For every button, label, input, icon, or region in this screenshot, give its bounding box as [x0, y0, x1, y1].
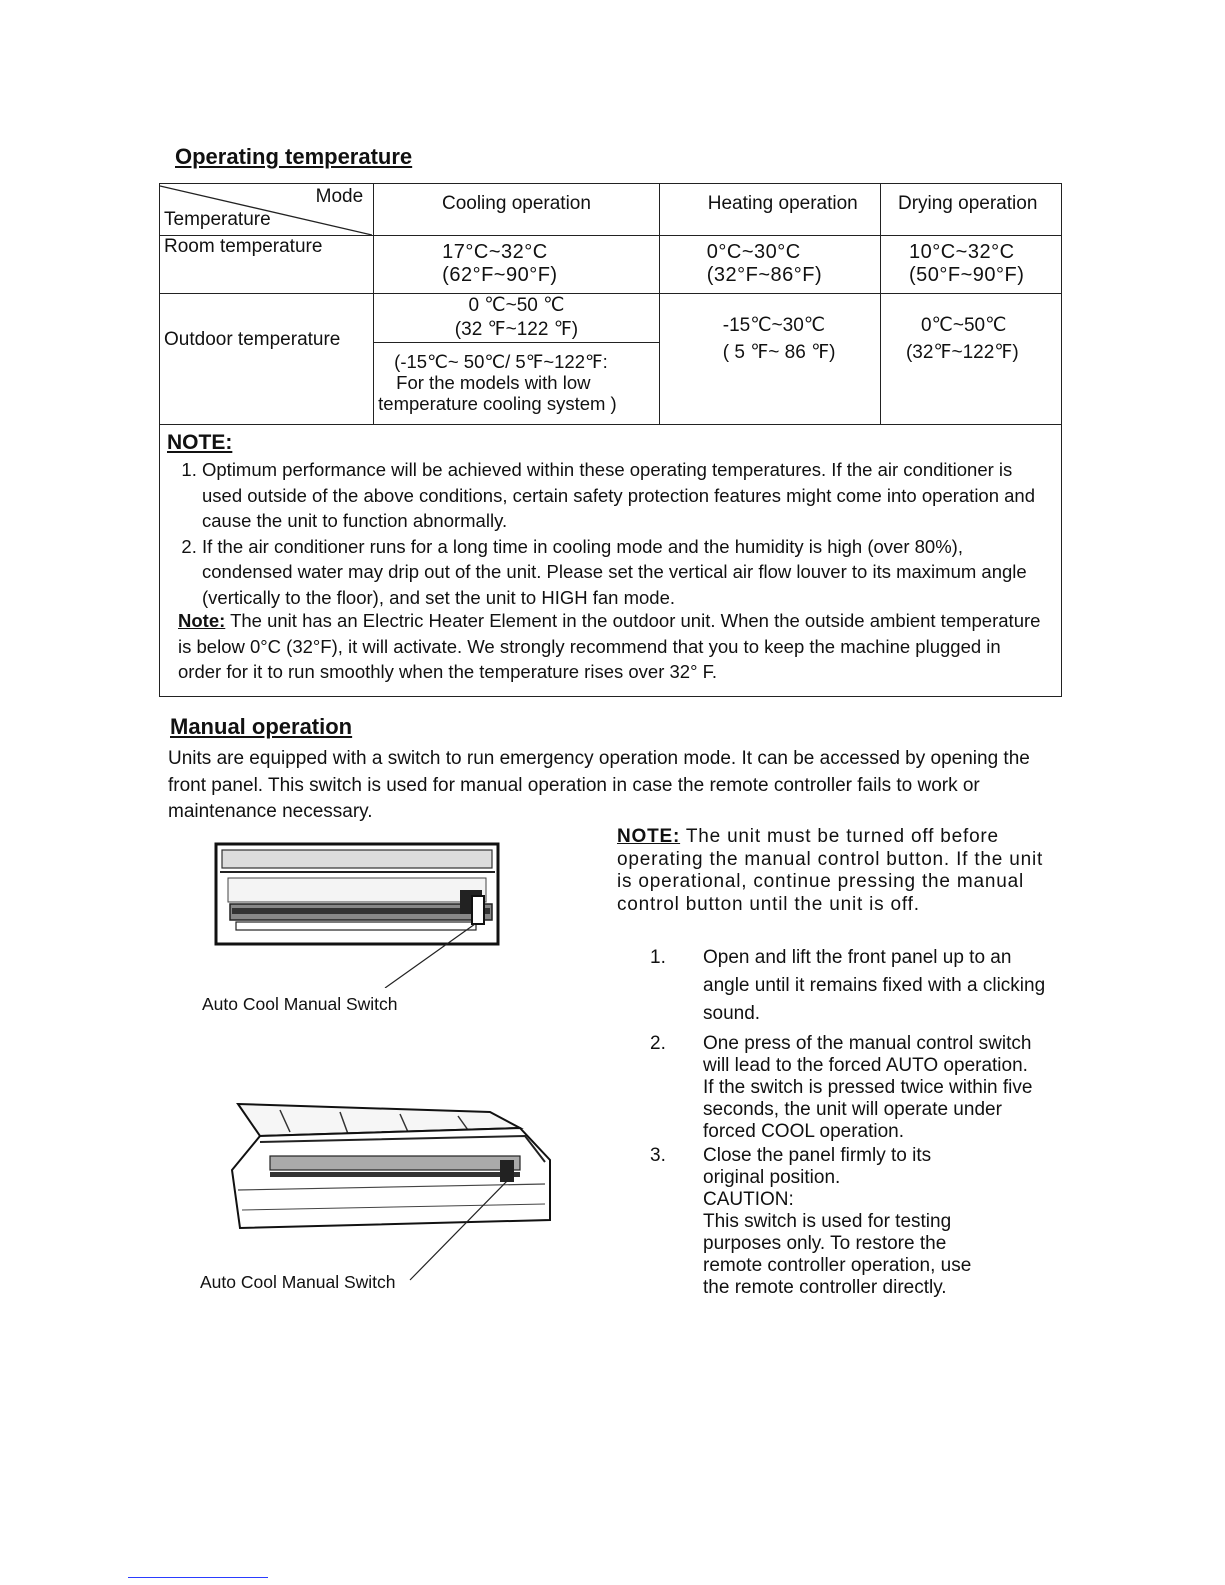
operating-temperature-title: Operating temperature	[175, 144, 413, 169]
outdoor-temperature-label: Outdoor temperature	[164, 329, 341, 350]
manual-note	[617, 826, 1057, 916]
temperature-header-label: Temperature	[164, 209, 271, 230]
note-item-1: 1. Optimum performance will be achieved within these operating temperatures. If the air conditioner is used outside of the above conditions, certain safety protection features might come into operation and cause the unit to function abnormally.	[202, 457, 1052, 534]
outdoor-cooling-c: 0 ℃~50 ℃	[468, 295, 565, 316]
step-text: Open and lift the front panel up to an angle until it remains fixed with a clicking sound.	[703, 947, 1046, 1024]
drying-header-label: Drying operation	[897, 193, 1038, 214]
outdoor-drying-cell	[880, 294, 1061, 425]
step-text: Close the panel firmly to its original position.	[703, 1145, 932, 1188]
room-temperature-label: Room temperature	[164, 236, 323, 257]
outdoor-drying-f: (32℉~122℉)	[905, 342, 1019, 363]
manual-operation-title: Manual operation	[170, 714, 353, 739]
room-temperature-label-cell	[160, 236, 374, 294]
caution-text: This switch is used for testing purposes only. To restore the remote controller operation, use the remote controller directly.	[703, 1211, 972, 1298]
low-temp-cooling-cell	[374, 343, 660, 425]
step-number: 3.	[650, 1145, 666, 1166]
indoor-unit-illustration-open	[220, 1100, 565, 1290]
outdoor-temperature-label-cell	[160, 294, 374, 425]
heating-header-label: Heating operation	[707, 193, 858, 214]
outdoor-cooling-f: (32 ℉~122 ℉)	[454, 319, 579, 340]
room-cooling-c: 17°C~32°C	[442, 241, 548, 263]
outdoor-cooling-cell	[374, 294, 660, 343]
step-number: 2.	[650, 1033, 666, 1054]
room-drying-f: (50°F~90°F)	[908, 264, 1025, 286]
heating-header-cell	[659, 184, 880, 236]
outdoor-heating-c: -15℃~30℃	[722, 315, 826, 336]
outdoor-heating-f: ( 5 ℉~ 86 ℉)	[722, 342, 836, 363]
note-list	[174, 457, 1052, 610]
caution-title: CAUTION:	[703, 1189, 794, 1210]
footer-rule	[128, 1577, 268, 1578]
room-heating-cell	[659, 236, 880, 294]
step-3	[650, 1145, 1060, 1299]
manual-note-label: NOTE:	[617, 826, 681, 847]
drying-header-cell	[880, 184, 1061, 236]
note-title: NOTE:	[167, 431, 233, 454]
manual-steps	[650, 944, 1060, 1299]
room-cooling-cell	[374, 236, 660, 294]
room-cooling-f: (62°F~90°F)	[442, 264, 558, 286]
outdoor-heating-cell	[659, 294, 880, 425]
room-drying-c: 10°C~32°C	[908, 241, 1015, 263]
step-1	[650, 944, 1060, 1028]
low-temp-line1: (-15℃~ 50℃/ 5℉~122℉:	[394, 351, 608, 372]
room-heating-c: 0°C~30°C	[706, 241, 801, 263]
step-2	[650, 1033, 1060, 1143]
note-box	[159, 425, 1062, 697]
heater-note-label: Note:	[178, 610, 226, 631]
room-drying-cell	[880, 236, 1061, 294]
cooling-header-label: Cooling operation	[441, 193, 591, 214]
room-heating-f: (32°F~86°F)	[706, 264, 823, 286]
low-temp-line2: For the models with low	[396, 372, 591, 393]
operating-temperature-table	[159, 183, 1062, 425]
cooling-header-cell	[374, 184, 660, 236]
heater-note	[178, 608, 1048, 685]
manual-note-text: The unit must be turned off before operating the manual control button. If the unit is operational, continue pressing the manual control button until the unit is off.	[617, 826, 1044, 915]
step-number: 1.	[650, 947, 666, 968]
outdoor-drying-c: 0℃~50℃	[920, 315, 1007, 336]
step-text: One press of the manual control switch will lead to the forced AUTO operation. If the switch is pressed twice within five seconds, the unit will operate under forced COOL operation.	[703, 1033, 1033, 1142]
note-item-2: 2. If the air conditioner runs for a long time in cooling mode and the humidity is high (over 80%), condensed water may drip out of the unit. Please set the vertical air flow louver to its maximum angle (vertically to the floor), and set the unit to HIGH fan mode.	[202, 534, 1052, 611]
low-temp-line3: temperature cooling system )	[378, 393, 617, 414]
mode-header-label: Mode	[315, 186, 364, 207]
manual-intro-text: Units are equipped with a switch to run emergency operation mode. It can be accessed by opening the front panel. This switch is used for manual operation in case the remote controller fails to work or maintenance necessary.	[168, 748, 1030, 822]
mode-temperature-header-cell	[160, 184, 374, 236]
switch-caption-2: Auto Cool Manual Switch	[200, 1272, 396, 1292]
heater-note-text: The unit has an Electric Heater Element in the outdoor unit. When the outside ambient temperature is below 0°C (32°F), it will activate. We strongly recommend that you to keep the machine plugged in order for it to run smoothly when the temperature rises over 32° F.	[178, 610, 1041, 682]
indoor-unit-illustration-closed	[210, 838, 505, 988]
switch-caption-1: Auto Cool Manual Switch	[202, 994, 398, 1014]
